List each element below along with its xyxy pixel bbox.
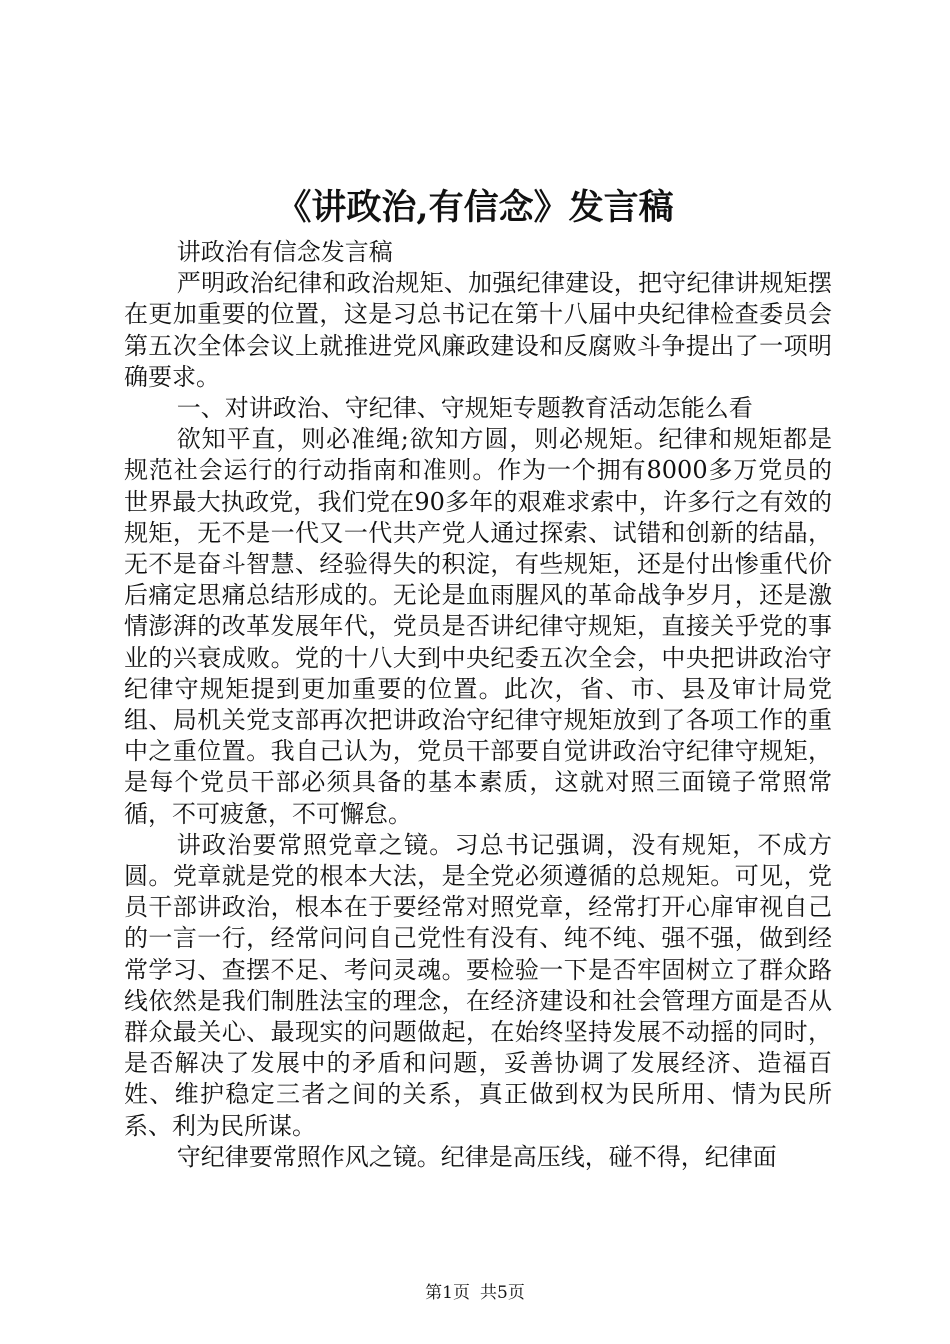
paragraph-body: 欲知平直，则必准绳;欲知方圆，则必规矩。纪律和规矩都是规范社会运行的行动指南和准则。作为一个拥有8000多万党员的世界最大执政党，我们党在90多年的艰难求索中，许多行之有效的规矩，无不是一代又一代共产党人通过探索、试错和创新的结晶，无不是奋斗智慧、经验得失的积淀，有些规矩，还是付出惨重代价后痛定思痛总结形成的。无论是血雨腥风的革命战争岁月，还是激情澎湃的改革发展年代，党员是否讲纪律守规矩，直接关乎党的事业的兴衰成败。党的十八大到中央纪委五次全会，中央把讲政治守纪律守规矩提到更加重要的位置。此次，省、市、县及审计局党组、局机关党支部再次把讲政治守纪律守规矩放到了各项工作的重中之重位置。我自己认为，党员干部要自觉讲政治守纪律守规矩，是每个党员干部必须具备的基本素质，这就对照三面镜子常照常循，不可疲惫，不可懈怠。 [124,425,832,828]
page-footer [0,1281,950,1305]
paragraph-intro: 严明政治纪律和政治规矩、加强纪律建设，把守纪律讲规矩摆在更加重要的位置，这是习总书记在第十八届中央纪律检查委员会第五次全体会议上就推进党风廉政建设和反腐败斗争提出了一项明确要求。 [124,269,832,391]
document-title: 《讲政治,有信念》发言稿 [276,187,674,228]
paragraph-body: 守纪律要常照作风之镜。纪律是高压线，碰不得，纪律面 [176,1142,777,1171]
page-total: 共5页 [480,1283,525,1303]
paragraph-subtitle: 讲政治有信念发言稿 [176,238,393,266]
document-body [124,237,832,1173]
page-number: 第1页 [425,1283,470,1303]
paragraph-body: 讲政治要常照党章之镜。习总书记强调，没有规矩，不成方圆。党章就是党的根本大法，是全党必须遵循的总规矩。可见，党员干部讲政治，根本在于要经常对照党章，经常打开心扉审视自己的一言一行，经常问问自己党性有没有、纯不纯、强不强，做到经常学习、查摆不足、考问灵魂。要检验一下是否牢固树立了群众路线依然是我们制胜法宝的理念，在经济建设和社会管理方面是否从群众最关心、最现实的问题做起，在始终坚持发展不动摇的同时，是否解决了发展中的矛盾和问题，妥善协调了发展经济、造福百姓、维护稳定三者之间的关系，真正做到权为民所用、情为民所系、利为民所谋。 [124,830,832,1140]
paragraph-section-heading: 一、对讲政治、守纪律、守规矩专题教育活动怎能么看 [176,394,753,423]
